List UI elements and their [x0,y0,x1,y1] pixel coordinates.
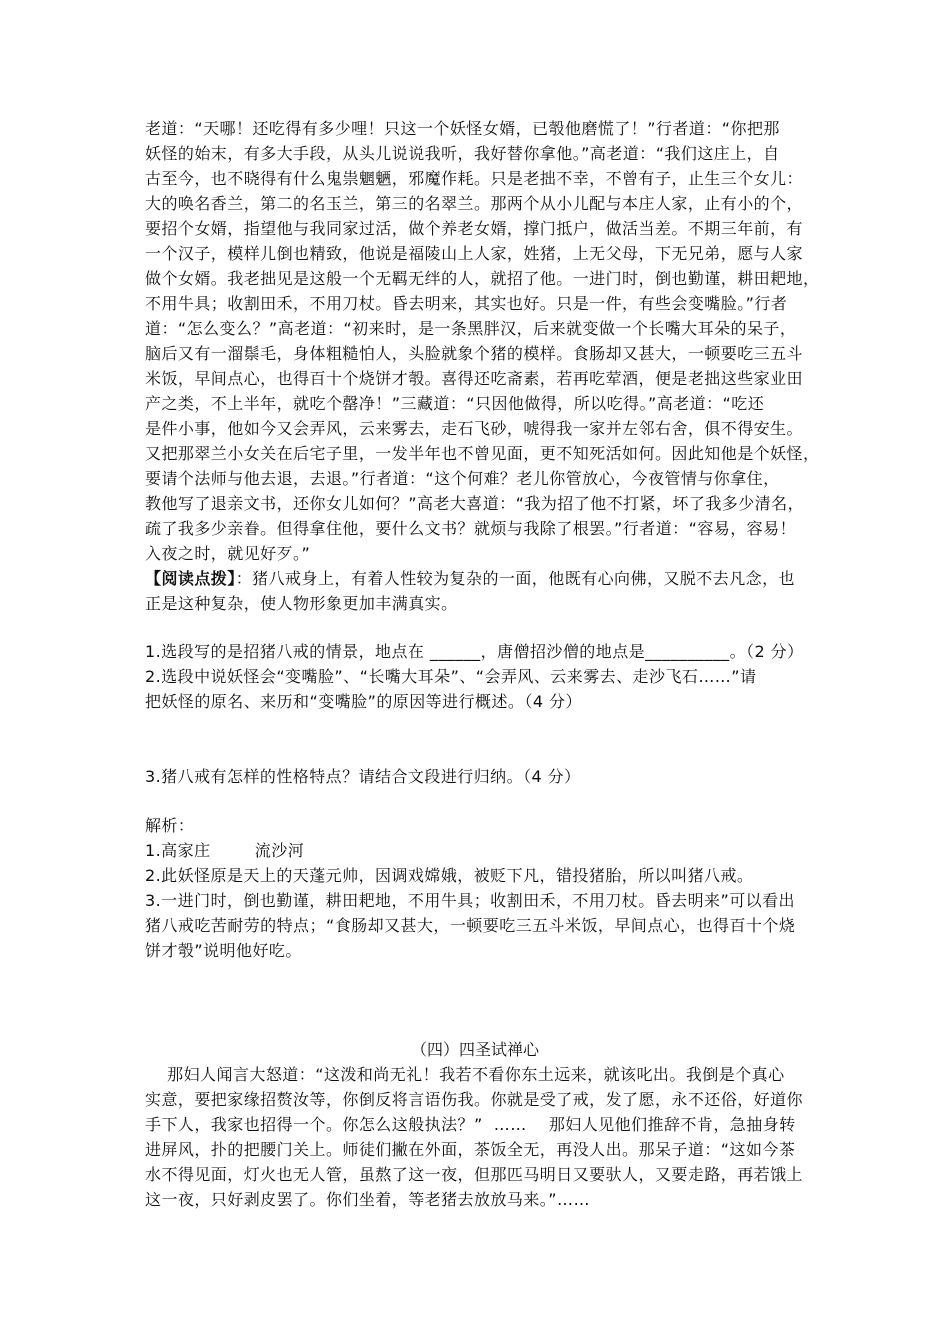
section-line: 那妇人闻言大怒道：“这泼和尚无礼！我若不看你东土远来，就该叱出。我倒是个真心 [145,1065,785,1084]
question-2-line2: 把妖怪的原名、来历和“变嘴脸”的原因等进行概述。（4 分） [145,692,582,711]
answer-3-line3: 饼才彀”说明他好吃。 [145,941,302,960]
section-line: 水不得见面，灯火也无人管，虽熬了这一夜，但那匹马明日又要驮人，又要走路，再若饿上 [145,1165,804,1184]
passage-line: 入夜之时，就见好歹。” [145,544,311,563]
passage-line: 一个汉子，模样儿倒也精致，他说是福陵山上人家，姓猪，上无父母，下无兄弟，愿与人家 [145,244,804,263]
reading-tip-text: ：猪八戒身上，有着人性较为复杂的一面，他既有心向佛，又脱不去凡念，也 [235,569,796,588]
passage-line: 疏了我多少亲眷。但得拿住他，要什么文书？就烦与我除了根罢。”行者道：“容易，容易！ [145,519,797,538]
passage-line: 脑后又有一溜鬃毛，身体粗糙怕人，头脸就象个猪的模样。食肠却又甚大，一顿要吃三五斗 [145,344,804,363]
reading-tip-line2: 正是这种复杂，使人物形象更加丰满真实。 [145,594,458,613]
passage-line: 做个女婿。我老拙见是这般一个无羁无绊的人，就招了他。一进门时，倒也勤谨，耕田耙地， [145,269,820,288]
answer-3-line2: 猪八戒吃苦耐劳的特点；“食肠却又甚大，一顿要吃三五斗米饭，早间点心，也得百十个烧 [145,916,796,935]
passage-line: 道：“怎么变么？”高老道：“初来时，是一条黑胖汉，后来就变做一个长嘴大耳朵的呆子， [145,319,797,338]
question-3: 3.猪八戒有怎样的性格特点？请结合文段进行归纳。（4 分） [145,767,581,786]
passage-line: 不用牛具；收割田禾，不用刀杖。昏去明来，其实也好。只是一件，有些会变嘴脸。”行者 [145,294,788,313]
section-line: 这一夜，只好剥皮罢了。你们坐着，等老猪去放放马来。”…… [145,1190,590,1209]
reading-tip-label: 【阅读点拨】 [145,569,236,588]
passage-line: 教他写了退亲文书，还你女儿如何？”高老大喜道：“我为招了他不打紧，坏了我多少清名， [145,494,805,513]
passage-line: 要请个法师与他去退，去退。”行者道：“这个何难？老儿你管放心，今夜管情与你拿住， [145,469,780,488]
answer-3-line1: 3.一进门时，倒也勤谨，耕田耙地，不用牛具；收割田禾，不用刀杖。昏去明来”可以看出 [145,891,796,910]
section-line: 进屏风，扑的把腰门关上。师徒们撇在外面，茶饭全无，再没人出。那呆子道：“这如今茶 [145,1140,796,1159]
passage-line: 老道：“天哪！还吃得有多少哩！只这一个妖怪女婿，已彀他磨慌了！”行者道：“你把那 [145,119,780,138]
answer-2: 2.此妖怪原是天上的天蓬元帅，因调戏嫦娥，被贬下凡，错投猪胎，所以叫猪八戒。 [145,866,754,885]
answer-1: 1.高家庄 流沙河 [145,841,305,860]
section-title: （四）四圣试禅心 [410,1040,539,1059]
passage-line: 要招个女婿，指望他与我同家过活，做个养老女婿，撑门抵户，做活当差。不期三年前，有 [145,219,804,238]
passage-line: 米饭，早间点心，也得百十个烧饼才彀。喜得还吃斋素，若再吃荤酒，便是老拙这些家业田 [145,369,804,388]
passage-line: 又把那翠兰小女关在后宅子里，一发半年也不曾见面，更不知死活如何。因此知他是个妖怪， [145,444,820,463]
analysis-heading: 解析： [145,816,195,835]
section-line: 手下人，我家也招得一个。你怎么这般执法？” …… 那妇人见他们推辞不肯，急抽身转 [145,1115,796,1134]
question-2-line1: 2.选段中说妖怪会“变嘴脸”、“长嘴大耳朵”、“会弄风、云来雾去、走沙飞石……”请 [145,667,757,686]
question-1: 1.选段写的是招猪八戒的情景，地点在 ______，唐僧招沙僧的地点是__________。（2 分） [145,642,804,661]
passage-line: 古至今，也不晓得有什么鬼祟魍魉，邪魔作耗。只是老拙不幸，不曾有子，止生三个女儿： [145,169,804,188]
reading-tip [145,567,795,591]
passage-line: 妖怪的始末，有多大手段，从头儿说说我听，我好替你拿他。”高老道：“我们这庄上，自 [145,144,780,163]
passage-line: 产之类，不上半年，就吃个罄净！”三藏道：“只因他做得，所以吃得。”高老道：“吃还 [145,394,765,413]
section-line: 实意，要把家缘招赘汝等，你倒反将言语伤我。你就是受了戒，发了愿，永不还俗，好道你 [145,1090,804,1109]
passage-line: 大的唤名香兰，第二的名玉兰，第三的名翠兰。那两个从小儿配与本庄人家，止有小的个， [145,194,804,213]
passage-line: 是件小事，他如今又会弄风，云来雾去，走石飞砂，唬得我一家并左邻右舍，俱不得安生。 [145,419,804,438]
